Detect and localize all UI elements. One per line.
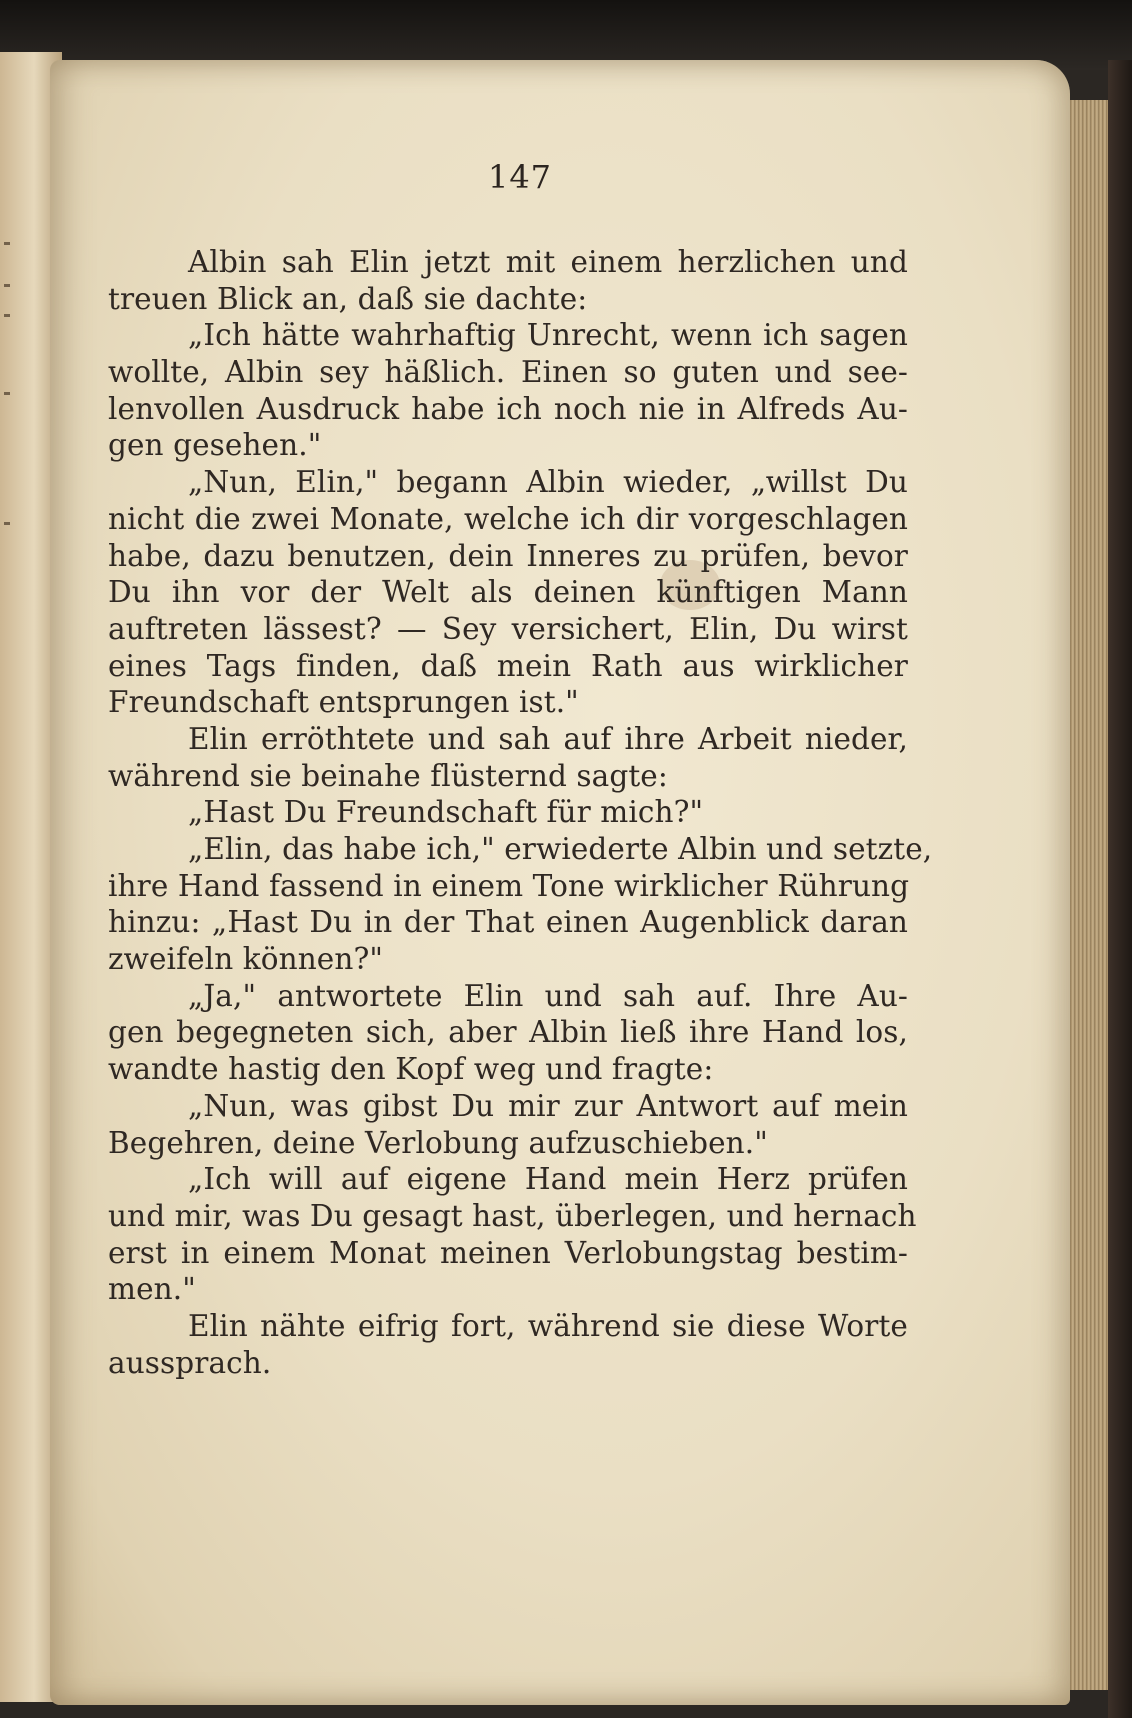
text-line: „Ich will auf eigene Hand mein Herz prüfen — [188, 1162, 908, 1197]
previous-page-text-marks — [4, 52, 24, 1702]
text-line: men." — [108, 1272, 196, 1307]
text-line: Freundschaft entsprungen ist." — [108, 685, 579, 720]
text-line: Albin sah Elin jetzt mit einem herzlichen und — [188, 245, 908, 279]
text-line: gen gesehen." — [108, 428, 322, 463]
text-line: auftreten lässest? — Sey versichert, Elin, Du wirst — [108, 611, 908, 646]
text-line: Elin nähte eifrig fort, während sie diese Worte — [188, 1308, 908, 1343]
text-line: gen begegneten sich, aber Albin ließ ihre Hand los, — [108, 1015, 908, 1050]
text-line: treuen Blick an, daß sie dachte: — [108, 281, 588, 316]
text-line: „Ja," antwortete Elin und sah auf. Ihre Au- — [188, 978, 908, 1013]
text-line: wandte hastig den Kopf weg und fragte: — [108, 1052, 714, 1087]
text-line: erst in einem Monat meinen Verlobungstag bestim- — [108, 1235, 908, 1270]
text-line: hinzu: „Hast Du in der That einen Augenblick daran — [108, 905, 908, 940]
text-line: Begehren, deine Verlobung aufzuschieben." — [108, 1125, 768, 1160]
text-line: zweifeln können?" — [108, 942, 384, 977]
text-line: „Hast Du Freundschaft für mich?" — [188, 795, 704, 830]
book-cover-edge — [1108, 60, 1132, 1718]
text-line: Du ihn vor der Welt als deinen künftigen Mann — [108, 575, 908, 610]
text-line: während sie beinahe flüsternd sagte: — [108, 758, 668, 793]
text-line: aussprach. — [108, 1345, 272, 1380]
text-line: habe, dazu benutzen, dein Inneres zu prüfen, bevor — [108, 538, 908, 573]
text-line: Elin erröthtete und sah auf ihre Arbeit nieder, — [188, 721, 908, 756]
text-line: wollte, Albin sey häßlich. Einen so guten und see- — [108, 355, 908, 390]
page-number: 147 — [487, 158, 553, 196]
text-line: „Ich hätte wahrhaftig Unrecht, wenn ich sagen — [188, 318, 908, 353]
text-line: lenvollen Ausdruck habe ich noch nie in Alfreds Au- — [108, 391, 908, 426]
text-line: „Nun, was gibst Du mir zur Antwort auf mein — [188, 1088, 908, 1123]
text-line: ihre Hand fassend in einem Tone wirklicher Rührung — [108, 868, 910, 903]
text-line: „Elin, das habe ich," erwiederte Albin und setzte, — [188, 832, 933, 866]
page-body-text — [108, 244, 933, 1381]
text-line: „Nun, Elin," begann Albin wieder, „willst Du — [188, 465, 908, 500]
text-line: nicht die zwei Monate, welche ich dir vorgeschlagen — [108, 501, 908, 536]
text-line: und mir, was Du gesagt hast, überlegen, und hernach — [108, 1198, 917, 1233]
text-line: eines Tags finden, daß mein Rath aus wirklicher — [108, 648, 908, 683]
